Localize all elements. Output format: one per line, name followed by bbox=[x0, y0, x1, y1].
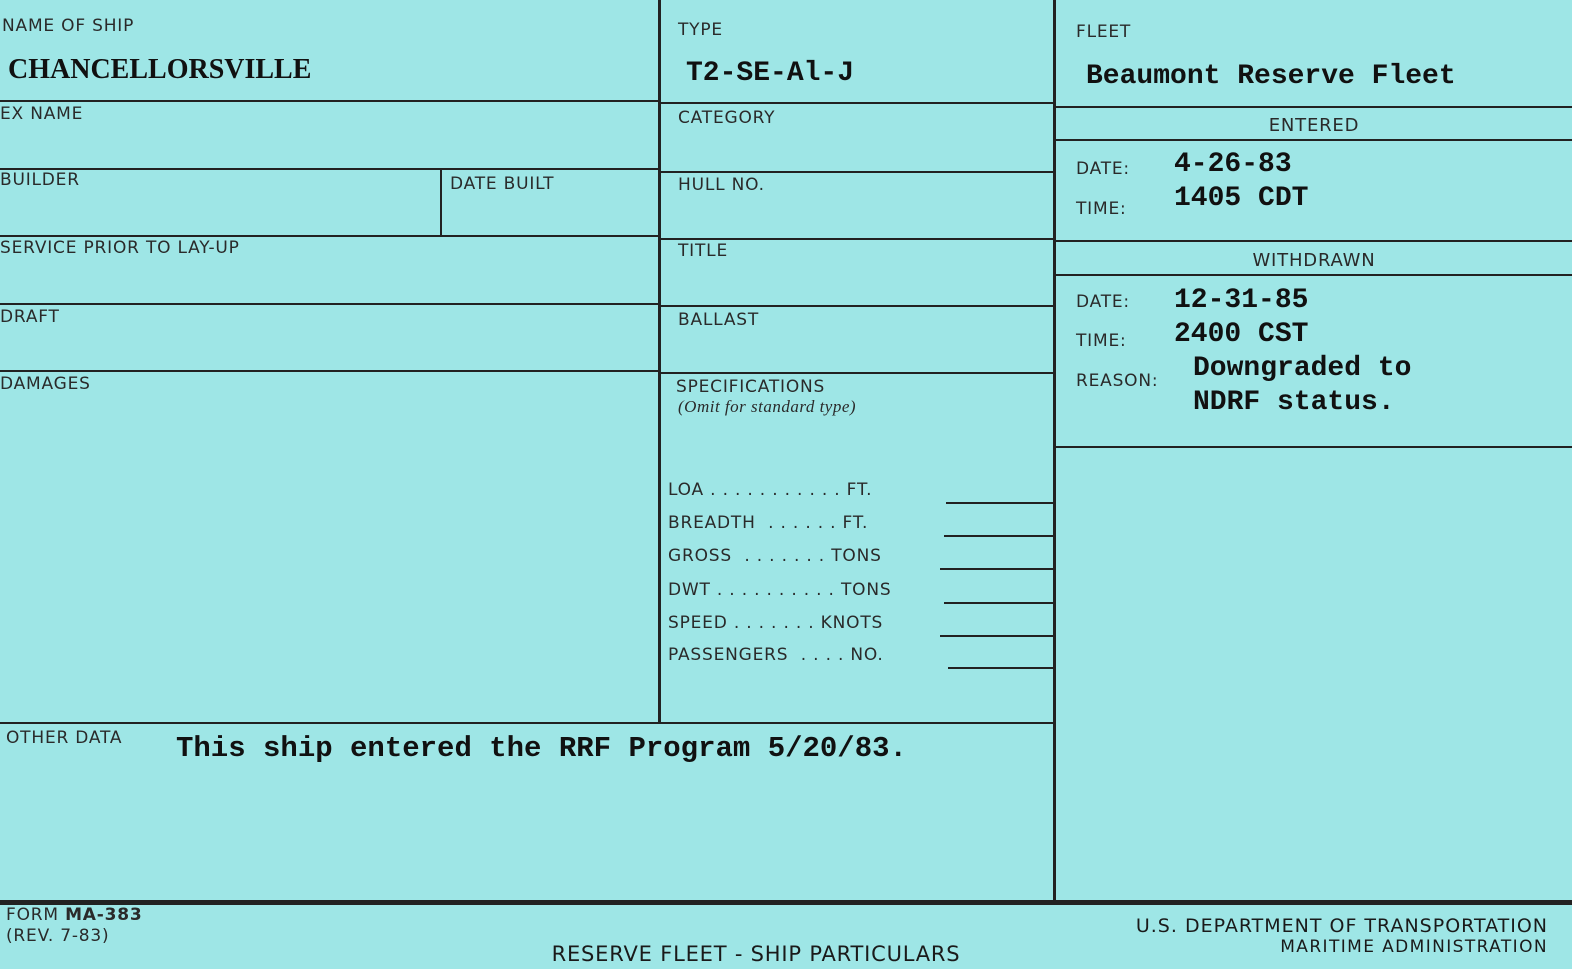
ballast-label: BALLAST bbox=[678, 310, 760, 330]
spec-dwt-label: DWT . . . . . . . . . . TONS bbox=[668, 580, 892, 600]
spec-row-speed bbox=[668, 613, 1054, 641]
spec-speed-label: SPEED . . . . . . . KNOTS bbox=[668, 613, 884, 633]
rule bbox=[0, 168, 660, 170]
draft-label: DRAFT bbox=[0, 307, 60, 327]
specifications-note: (Omit for standard type) bbox=[678, 397, 857, 416]
spec-passengers-label: PASSENGERS . . . . NO. bbox=[668, 645, 884, 665]
spec-gross-blank bbox=[940, 568, 1054, 570]
bottom-rule bbox=[0, 900, 1572, 905]
hull-no-label: HULL NO. bbox=[678, 175, 765, 195]
rule bbox=[0, 370, 660, 372]
withdrawn-reason-label: REASON: bbox=[1076, 371, 1159, 391]
spec-breadth-blank bbox=[944, 535, 1054, 537]
spec-gross-label: GROSS . . . . . . . TONS bbox=[668, 546, 882, 566]
spec-row-dwt bbox=[668, 580, 1054, 608]
rule bbox=[0, 722, 1055, 724]
form-number bbox=[6, 905, 142, 925]
withdrawn-date-value: 12-31-85 bbox=[1174, 285, 1309, 316]
service-prior-label: SERVICE PRIOR TO LAY-UP bbox=[0, 238, 240, 258]
other-data-label: OTHER DATA bbox=[6, 728, 123, 748]
spec-speed-blank bbox=[940, 635, 1054, 637]
withdrawn-reason-line1: Downgraded to bbox=[1193, 353, 1412, 384]
withdrawn-heading: WITHDRAWN bbox=[1252, 250, 1376, 271]
spec-row-gross bbox=[668, 546, 1054, 574]
spec-row-breadth bbox=[668, 513, 1054, 541]
rule bbox=[1056, 106, 1572, 108]
spec-row-loa bbox=[668, 480, 1054, 508]
form-title: RESERVE FLEET - SHIP PARTICULARS bbox=[551, 942, 961, 966]
withdrawn-time-label: TIME: bbox=[1076, 331, 1127, 351]
rule bbox=[1056, 240, 1572, 242]
rule bbox=[660, 102, 1056, 104]
category-label: CATEGORY bbox=[678, 108, 776, 128]
spec-loa-blank bbox=[946, 502, 1054, 504]
entered-heading: ENTERED bbox=[1268, 115, 1360, 136]
rule bbox=[1056, 446, 1572, 448]
column-divider bbox=[658, 0, 661, 722]
name-of-ship-label: NAME OF SHIP bbox=[2, 16, 135, 36]
rule bbox=[0, 235, 660, 237]
other-data-value: This ship entered the RRF Program 5/20/83. bbox=[176, 732, 907, 765]
rule bbox=[1056, 139, 1572, 141]
form-no: MA-383 bbox=[65, 905, 143, 925]
fleet-label: FLEET bbox=[1076, 22, 1132, 42]
damages-label: DAMAGES bbox=[0, 374, 91, 394]
fleet-value: Beaumont Reserve Fleet bbox=[1086, 61, 1456, 92]
builder-label: BUILDER bbox=[0, 170, 80, 190]
dept-line-2: MARITIME ADMINISTRATION bbox=[1280, 937, 1548, 957]
date-built-label: DATE BUILT bbox=[450, 174, 555, 194]
type-label: TYPE bbox=[678, 20, 723, 40]
spec-row-passengers bbox=[668, 645, 1054, 673]
specifications-label: SPECIFICATIONS bbox=[676, 377, 826, 397]
rule bbox=[660, 305, 1056, 307]
spec-breadth-label: BREADTH . . . . . . FT. bbox=[668, 513, 869, 533]
rule bbox=[0, 303, 660, 305]
rule bbox=[1056, 274, 1572, 276]
rule bbox=[660, 171, 1056, 173]
spec-dwt-blank bbox=[944, 602, 1054, 604]
withdrawn-time-value: 2400 CST bbox=[1174, 319, 1309, 350]
spec-loa-label: LOA . . . . . . . . . . . FT. bbox=[668, 480, 873, 500]
rule bbox=[660, 238, 1056, 240]
builder-divider bbox=[440, 168, 442, 236]
type-value: T2-SE-Al-J bbox=[686, 58, 855, 89]
entered-time-label: TIME: bbox=[1076, 199, 1127, 219]
rule bbox=[0, 100, 660, 102]
form-label: FORM bbox=[6, 905, 59, 925]
form-revision: (REV. 7-83) bbox=[6, 926, 110, 946]
ex-name-label: EX NAME bbox=[0, 104, 84, 124]
spec-passengers-blank bbox=[948, 667, 1054, 669]
entered-date-label: DATE: bbox=[1076, 159, 1130, 179]
withdrawn-date-label: DATE: bbox=[1076, 292, 1130, 312]
rule bbox=[660, 372, 1056, 374]
withdrawn-reason-line2: NDRF status. bbox=[1193, 387, 1395, 418]
dept-line-1: U.S. DEPARTMENT OF TRANSPORTATION bbox=[1135, 915, 1548, 937]
entered-time-value: 1405 CDT bbox=[1174, 183, 1309, 214]
title-label: TITLE bbox=[678, 241, 728, 261]
ship-name-value: CHANCELLORSVILLE bbox=[8, 54, 312, 85]
entered-date-value: 4-26-83 bbox=[1174, 149, 1292, 180]
